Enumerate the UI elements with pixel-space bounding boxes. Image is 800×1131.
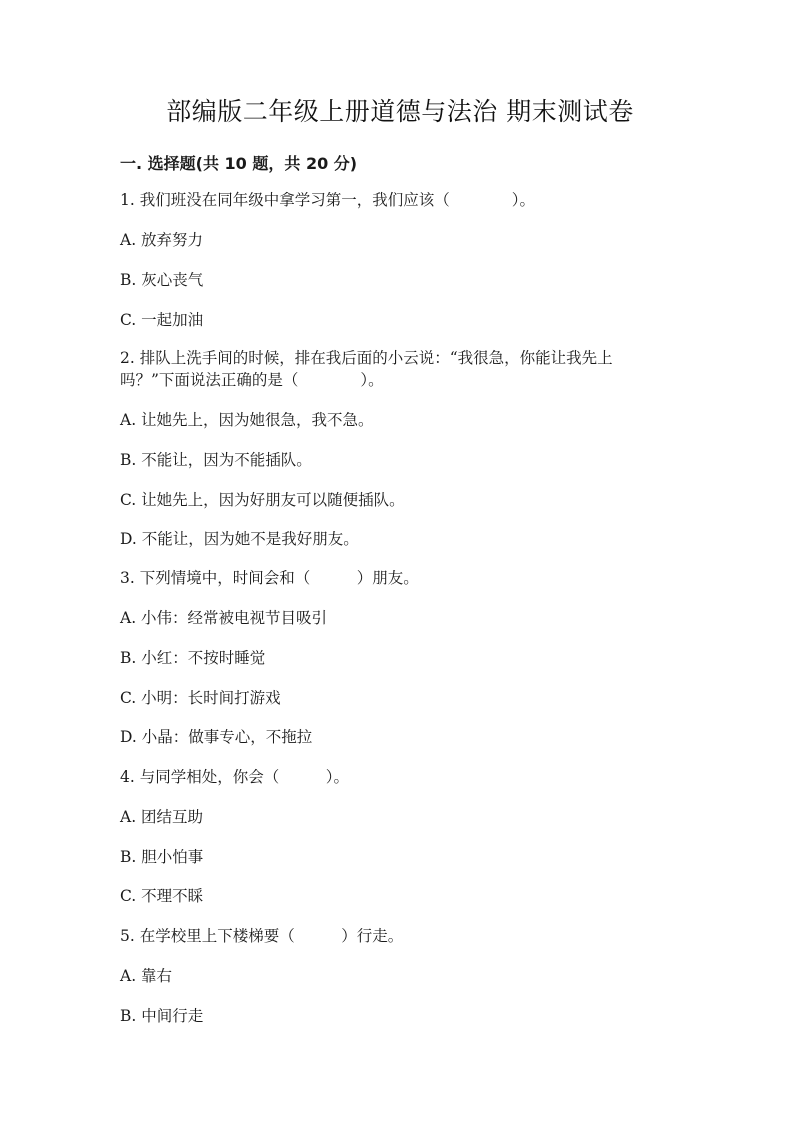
question-2-stem-line-2: 吗？”下面说法正确的是（ ）。	[120, 371, 384, 389]
question-3-option-a: A. 小伟：经常被电视节目吸引	[120, 609, 328, 627]
question-5-option-b: B. 中间行走	[120, 1007, 204, 1025]
question-3-option-c: C. 小明：长时间打游戏	[120, 689, 281, 707]
question-1-option-b: B. 灰心丧气	[120, 271, 204, 289]
question-3-stem: 3. 下列情境中，时间会和（ ）朋友。	[120, 569, 419, 587]
question-4-stem: 4. 与同学相处，你会（ ）。	[120, 768, 349, 786]
question-5-option-a: A. 靠右	[120, 967, 173, 985]
page-title: 部编版二年级上册道德与法治 期末测试卷	[166, 97, 634, 126]
question-3-option-b: B. 小红：不按时睡觉	[120, 649, 266, 667]
section-heading: 一. 选择题(共 10 题，共 20 分)	[120, 154, 358, 173]
question-1-option-a: A. 放弃努力	[120, 231, 204, 249]
question-5-stem: 5. 在学校里上下楼梯要（ ）行走。	[120, 927, 404, 945]
question-2-option-c: C. 让她先上，因为好朋友可以随便插队。	[120, 491, 405, 509]
question-4-option-b: B. 胆小怕事	[120, 848, 204, 866]
question-4-option-a: A. 团结互助	[120, 808, 204, 826]
question-1-option-c: C. 一起加油	[120, 311, 204, 329]
question-2-option-b: B. 不能让，因为不能插队。	[120, 451, 312, 469]
question-4-option-c: C. 不理不睬	[120, 887, 204, 905]
question-2-option-d: D. 不能让，因为她不是我好朋友。	[120, 530, 359, 548]
question-3-option-d: D. 小晶：做事专心，不拖拉	[120, 728, 313, 746]
question-2-stem-line-1: 2. 排队上洗手间的时候，排在我后面的小云说：“我很急，你能让我先上	[120, 349, 613, 367]
question-1-stem: 1. 我们班没在同年级中拿学习第一，我们应该（ ）。	[120, 191, 535, 209]
question-2-option-a: A. 让她先上，因为她很急，我不急。	[120, 411, 374, 429]
